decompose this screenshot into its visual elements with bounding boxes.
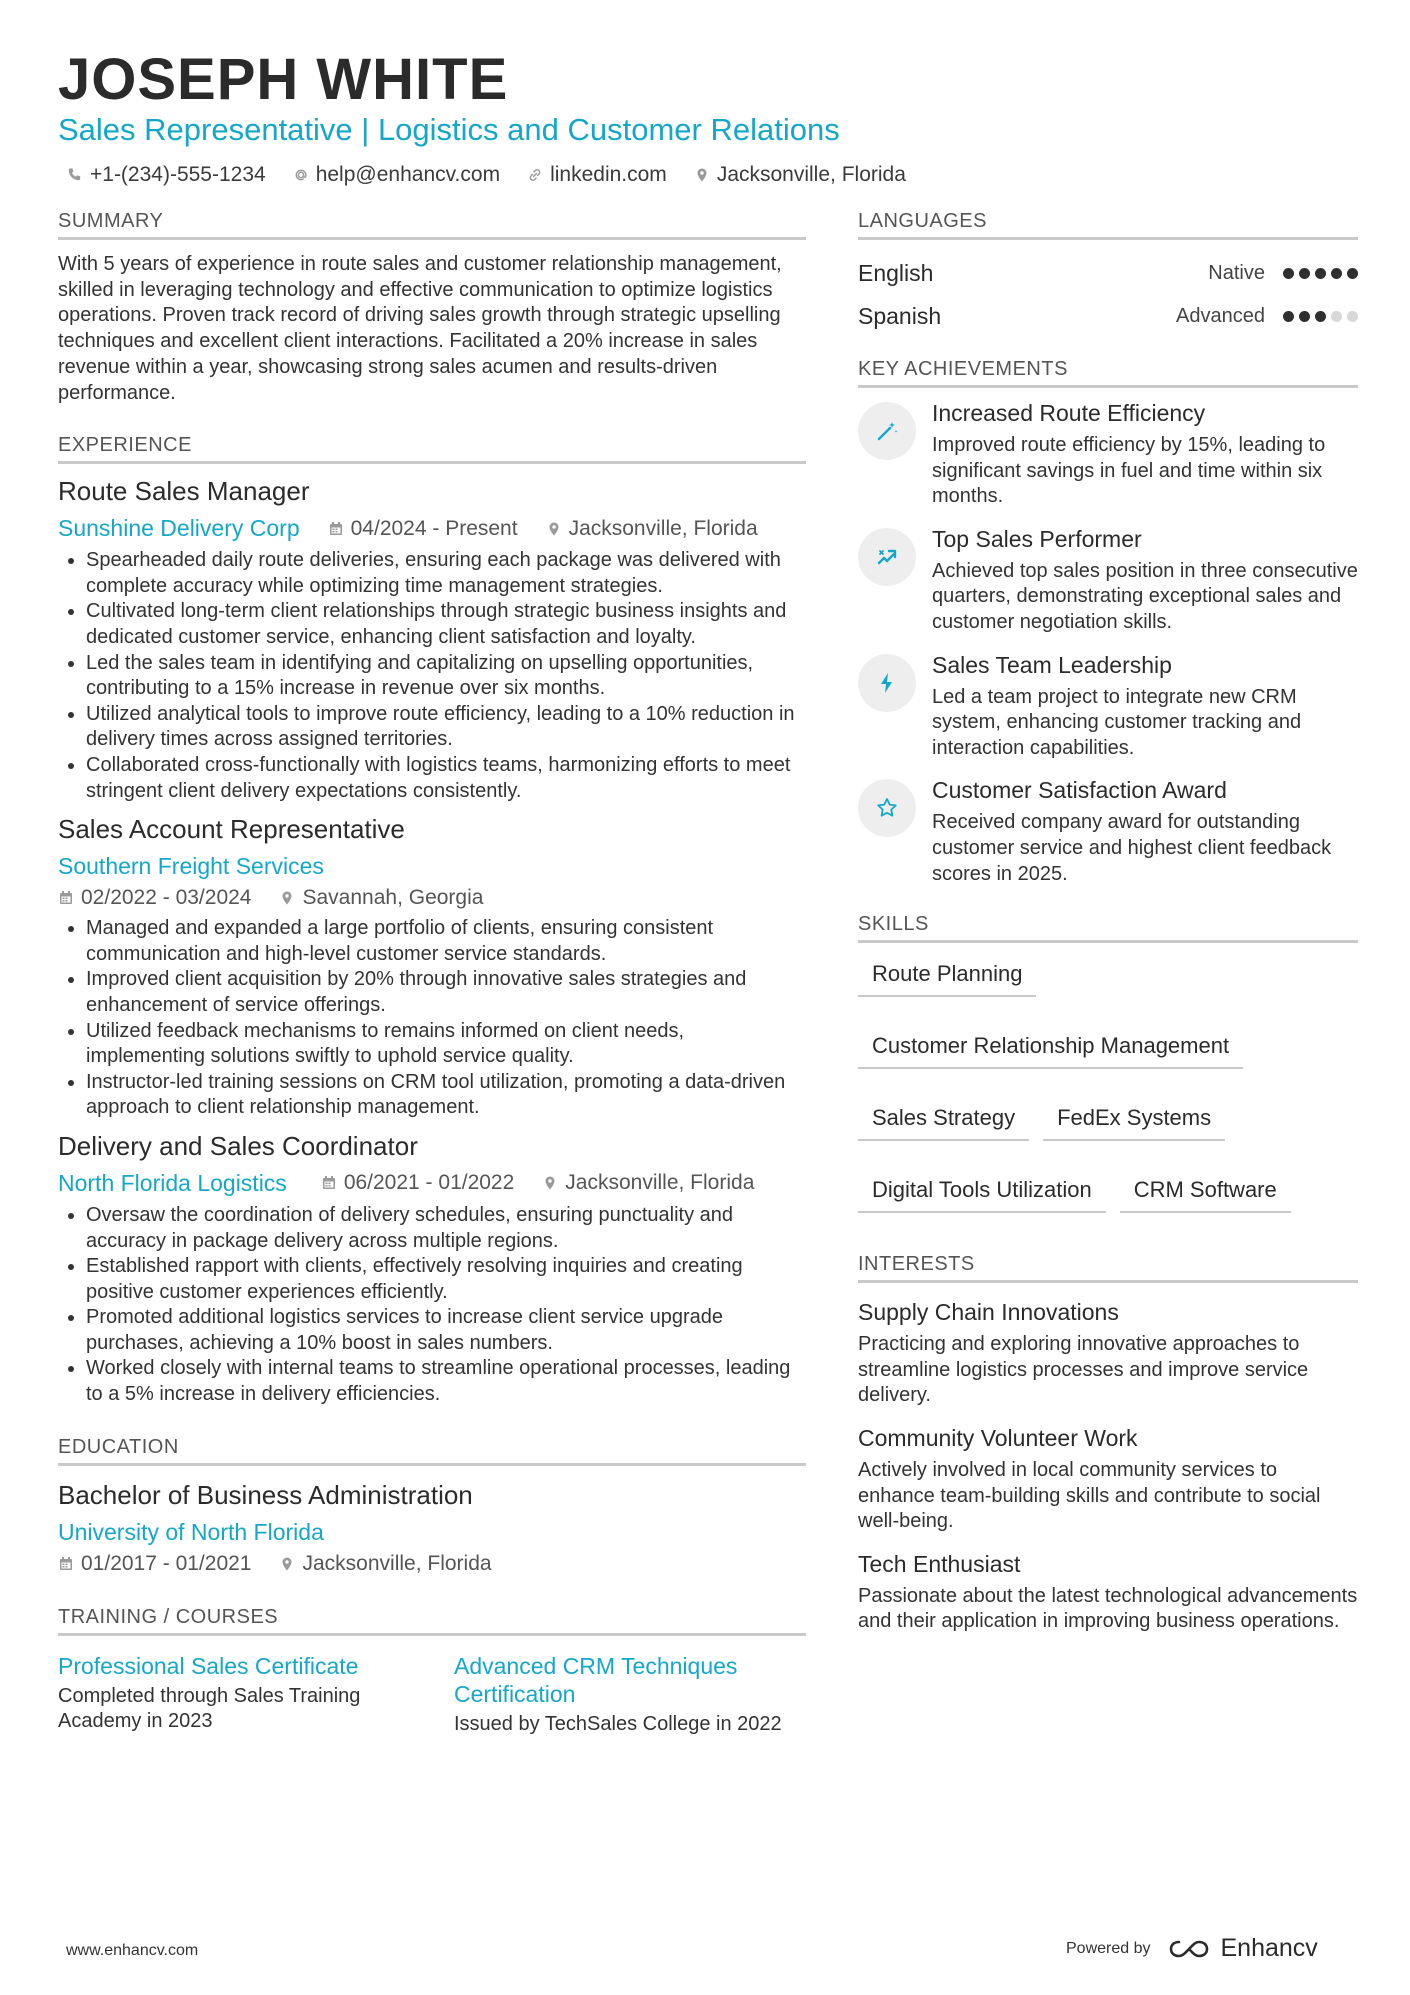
left-column: [58, 210, 806, 1737]
company-name: Sunshine Delivery Corp: [58, 515, 300, 542]
rating-dot-filled: [1299, 311, 1310, 322]
achievement-desc: Led a team project to integrate new CRM system, enhancing customer tracking and interaction capabilities.: [932, 685, 1302, 759]
job-dates-text: 02/2022 - 03/2024: [81, 886, 252, 910]
education-dates: [58, 1552, 251, 1576]
interest-item: [858, 1299, 1358, 1409]
experience-section: [58, 434, 806, 1407]
interest-desc: Passionate about the latest technological advancements and their application in improving business operations.: [858, 1584, 1358, 1633]
job-bullet: • Promoted additional logistics services to increase client service upgrade purchases, achieving a 10% boost in sales numbers.: [86, 1305, 806, 1356]
contact-phone-text: +1-(234)-555-1234: [90, 163, 266, 186]
interests-heading: INTERESTS: [858, 1253, 1358, 1283]
interests-section: [858, 1253, 1358, 1635]
brand-name: Enhancv: [1220, 1934, 1318, 1962]
job-entry: [58, 476, 806, 804]
skill-tag: FedEx Systems: [1043, 1105, 1225, 1141]
job-entry: [58, 1131, 806, 1408]
achievement-title: Top Sales Performer: [932, 525, 1142, 552]
location-icon: [279, 890, 295, 906]
company-name: Southern Freight Services: [58, 853, 324, 880]
contact-linkedin-text: linkedin.com: [550, 163, 667, 186]
training-heading: TRAINING / COURSES: [58, 1606, 806, 1636]
interest-item: [858, 1551, 1358, 1635]
achievement-body: [932, 777, 1358, 887]
course-item: [454, 1652, 804, 1738]
language-level: Advanced: [1176, 305, 1265, 327]
skill-tag: CRM Software: [1120, 1177, 1291, 1213]
location-icon: [279, 1556, 295, 1572]
achievement-desc: Improved route efficiency by 15%, leading to significant savings in fuel and time within six months.: [932, 434, 1326, 508]
job-dates-text: 04/2024 - Present: [350, 516, 518, 540]
skill-tag: Sales Strategy: [858, 1105, 1029, 1141]
languages-section: [858, 210, 1358, 338]
achievement-desc: Achieved top sales position in three consecutive quarters, demonstrating exceptional sales and customer negotiation skills.: [932, 559, 1358, 633]
job-location: [546, 517, 758, 541]
course-title: Professional Sales Certificate: [58, 1652, 359, 1679]
brand-logo: [1167, 1934, 1318, 1963]
education-dates-text: 01/2017 - 01/2021: [81, 1551, 252, 1575]
job-dates: [328, 517, 518, 541]
course-desc: Completed through Sales Training Academy in 2023: [58, 1684, 361, 1733]
job-bullet: • Established rapport with clients, effectively resolving inquiries and creating positive customer experiences efficiently.: [86, 1254, 806, 1305]
rating-dot-filled: [1299, 268, 1310, 279]
achievement-body: [932, 400, 1358, 510]
calendar-icon: [321, 1175, 337, 1191]
job-title: Delivery and Sales Coordinator: [58, 1130, 418, 1161]
job-meta: [58, 1170, 806, 1197]
achievement-item: [858, 400, 1358, 510]
right-column: [858, 210, 1358, 1651]
lightning-bolt-icon: [858, 654, 916, 712]
language-rating: [1283, 268, 1358, 279]
achievement-body: [932, 526, 1358, 636]
achievement-item: [858, 526, 1358, 636]
education-meta: [58, 1552, 806, 1576]
job-meta: [58, 853, 806, 880]
job-location: [542, 1171, 754, 1195]
job-bullet: • Managed and expanded a large portfolio of clients, ensuring consistent communication and high-level customer service standards.: [86, 916, 806, 967]
location-icon: [546, 521, 562, 537]
summary-section: [58, 210, 806, 406]
contact-email[interactable]: [292, 163, 500, 187]
experience-heading: EXPERIENCE: [58, 434, 806, 464]
enhancv-logo-icon: [1167, 1938, 1211, 1960]
job-bullets: [58, 916, 806, 1121]
job-location-text: Jacksonville, Florida: [565, 1171, 755, 1195]
education-location-text: Jacksonville, Florida: [302, 1551, 492, 1575]
job-bullet: • Led the sales team in identifying and capitalizing on upselling opportunities, contributing to a 15% increase in revenue over six months.: [86, 651, 806, 702]
school-name: University of North Florida: [58, 1518, 324, 1545]
achievement-item: [858, 777, 1358, 887]
job-title: Sales Account Representative: [58, 814, 405, 845]
course-desc: Issued by TechSales College in 2022: [454, 1712, 782, 1735]
skill-tag: Customer Relationship Management: [858, 1033, 1243, 1069]
location-icon: [542, 1175, 558, 1191]
job-dates-text: 06/2021 - 01/2022: [343, 1171, 515, 1195]
contact-phone[interactable]: [66, 163, 266, 187]
job-bullet: • Cultivated long-term client relationships through strategic business insights and dedicated customer service, enhancing client satisfaction and loyalty.: [86, 599, 806, 650]
contact-linkedin[interactable]: [526, 163, 667, 187]
link-icon: [526, 166, 544, 184]
interest-title: Tech Enthusiast: [858, 1550, 1021, 1577]
achievement-body: [932, 652, 1358, 762]
rating-dot-filled: [1283, 311, 1294, 322]
school-row: [58, 1519, 806, 1546]
calendar-icon: [58, 890, 74, 906]
contact-location: [693, 163, 906, 187]
skill-tag: Route Planning: [858, 961, 1036, 997]
trending-arrow-icon: [858, 528, 916, 586]
achievement-title: Customer Satisfaction Award: [932, 777, 1227, 804]
achievement-title: Sales Team Leadership: [932, 651, 1172, 678]
job-bullets: [58, 1203, 806, 1408]
job-location-text: Savannah, Georgia: [302, 886, 484, 910]
achievement-title: Increased Route Efficiency: [932, 400, 1206, 426]
contact-bar: [66, 163, 906, 187]
location-icon: [693, 166, 711, 184]
job-bullet: • Utilized feedback mechanisms to remains informed on client needs, implementing solutions swiftly to uphold service quality.: [86, 1019, 806, 1070]
at-icon: [292, 166, 310, 184]
achievements-heading: KEY ACHIEVEMENTS: [858, 358, 1358, 388]
job-meta: [58, 515, 806, 542]
rating-dot-filled: [1347, 268, 1358, 279]
job-title: Route Sales Manager: [58, 476, 310, 507]
job-bullet: • Worked closely with internal teams to streamline operational processes, leading to a 5% increase in delivery efficiencies.: [86, 1356, 806, 1407]
language-level: Native: [1208, 262, 1265, 284]
summary-text: With 5 years of experience in route sales and customer relationship management, skilled in leveraging technology and effective communication to optimize logistics operations. Proven track record of driving sales growth through strategic upselling techniques and excellent client interactions. Facilitated a 20% increase in sales revenue within a year, showcasing strong sales acumen and results-driven performance.: [58, 253, 782, 404]
education-heading: EDUCATION: [58, 1436, 806, 1466]
headline: Sales Representative | Logistics and Customer Relations: [58, 112, 840, 147]
skill-tag: Digital Tools Utilization: [858, 1177, 1106, 1213]
language-item: [858, 252, 1358, 295]
calendar-icon: [58, 1556, 74, 1572]
job-bullet: • Spearheaded daily route deliveries, ensuring each package was delivered with complete accuracy while optimizing time management strategies.: [86, 548, 806, 599]
education-location: [279, 1552, 491, 1576]
job-location: [279, 886, 483, 910]
job-bullet: • Instructor-led training sessions on CRM tool utilization, promoting a data-driven approach to client relationship management.: [86, 1070, 806, 1121]
achievements-section: [858, 358, 1358, 887]
rating-dot-empty: [1347, 311, 1358, 322]
language-name: English: [858, 260, 934, 286]
job-bullets: [58, 548, 806, 804]
training-section: [58, 1606, 806, 1738]
candidate-name: JOSEPH WHITE: [58, 47, 509, 112]
degree-title: Bachelor of Business Administration: [58, 1479, 473, 1510]
rating-dot-filled: [1315, 268, 1326, 279]
contact-location-text: Jacksonville, Florida: [716, 163, 906, 186]
rating-dot-filled: [1315, 311, 1326, 322]
summary-heading: SUMMARY: [58, 210, 806, 240]
company-name: North Florida Logistics: [58, 1169, 287, 1196]
job-location-text: Jacksonville, Florida: [568, 516, 758, 540]
education-section: [58, 1436, 806, 1576]
course-item: [58, 1652, 408, 1738]
job-bullet: • Oversaw the coordination of delivery schedules, ensuring punctuality and accuracy in package delivery across multiple regions.: [86, 1203, 806, 1254]
interest-title: Supply Chain Innovations: [858, 1299, 1119, 1326]
interest-desc: Actively involved in local community services to enhance team-building skills and contribute to social well-being.: [858, 1458, 1321, 1533]
course-list: [58, 1652, 806, 1738]
interest-item: [858, 1425, 1358, 1535]
rating-dot-empty: [1331, 311, 1342, 322]
job-dates: [58, 886, 251, 910]
job-bullet: • Collaborated cross-functionally with logistics teams, harmonizing efforts to meet stringent client delivery expectations consistently.: [86, 753, 806, 804]
job-bullet: • Improved client acquisition by 20% through innovative sales strategies and enhancement of service offerings.: [86, 967, 806, 1018]
star-icon: [858, 779, 916, 837]
job-dates: [321, 1171, 514, 1195]
language-item: [858, 295, 1358, 338]
phone-icon: [66, 166, 84, 184]
language-rating: [1283, 311, 1358, 322]
magic-wand-icon: [858, 402, 916, 460]
contact-email-text: help@enhancv.com: [315, 163, 501, 186]
rating-dot-filled: [1331, 268, 1342, 279]
course-title: Advanced CRM Techniques Certification: [454, 1652, 738, 1707]
interest-desc: Practicing and exploring innovative approaches to streamline logistics processes and improve service delivery.: [858, 1333, 1309, 1407]
footer-url[interactable]: www.enhancv.com: [66, 1942, 199, 1959]
interest-title: Community Volunteer Work: [858, 1424, 1138, 1451]
language-name: Spanish: [858, 303, 942, 329]
job-entry: [58, 814, 806, 1121]
rating-dot-filled: [1283, 268, 1294, 279]
languages-heading: LANGUAGES: [858, 210, 1358, 240]
skills-heading: SKILLS: [858, 913, 1358, 943]
job-meta: [58, 886, 806, 910]
achievement-desc: Received company award for outstanding customer service and highest client feedback scores in 2025.: [932, 811, 1332, 885]
calendar-icon: [328, 521, 344, 537]
skills-section: [858, 913, 1358, 1213]
skill-list: [858, 961, 1358, 1213]
footer-brand[interactable]: [1066, 1934, 1318, 1963]
achievement-item: [858, 652, 1358, 762]
job-bullet: • Utilized analytical tools to improve route efficiency, leading to a 10% reduction in delivery times across assigned territories.: [86, 702, 806, 753]
powered-by-label: Powered by: [1066, 1939, 1151, 1957]
